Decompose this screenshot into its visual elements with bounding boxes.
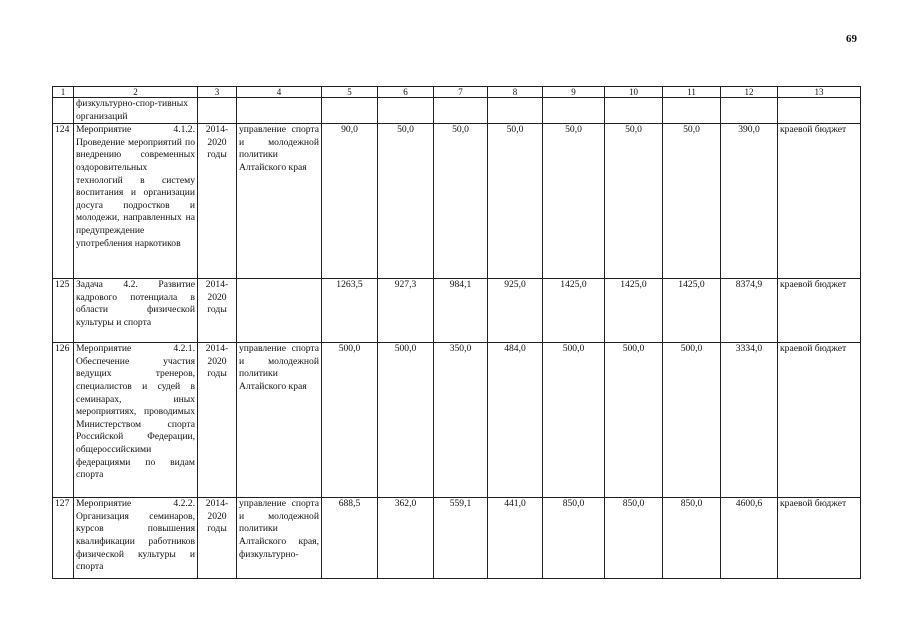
program-measures-table bbox=[52, 86, 861, 579]
value-2014: 500,0 bbox=[322, 343, 378, 498]
table-row bbox=[53, 124, 861, 279]
value-2014: 90,0 bbox=[322, 124, 378, 279]
executor bbox=[237, 279, 322, 343]
funding-source: краевой бюджет bbox=[778, 279, 861, 343]
measure-name: физкультурно-спор-тивных организаций bbox=[74, 98, 198, 124]
measure-name: Задача 4.2. Развитие кадрового потенциала в области физической культуры и спорта bbox=[74, 279, 198, 343]
column-header: 8 bbox=[488, 87, 543, 98]
period: 2014-2020 годы bbox=[198, 124, 237, 279]
value-2016: 984,1 bbox=[434, 279, 488, 343]
page-number: 69 bbox=[846, 33, 857, 45]
value-2018: 50,0 bbox=[543, 124, 605, 279]
column-header: 12 bbox=[721, 87, 778, 98]
funding-source: краевой бюджет bbox=[778, 343, 861, 498]
table-row bbox=[53, 343, 861, 498]
value-2015: 500,0 bbox=[378, 343, 434, 498]
column-header: 3 bbox=[198, 87, 237, 98]
value-2020: 1425,0 bbox=[663, 279, 721, 343]
value-2018: 1425,0 bbox=[543, 279, 605, 343]
value-2019: 500,0 bbox=[605, 343, 663, 498]
executor: управление спорта и молодежной политики Алтайского края bbox=[237, 124, 322, 279]
table-row bbox=[53, 279, 861, 343]
value-total: 390,0 bbox=[721, 124, 778, 279]
value-2017: 925,0 bbox=[488, 279, 543, 343]
value-2017: 441,0 bbox=[488, 498, 543, 579]
value-total: 4600,6 bbox=[721, 498, 778, 579]
value-2019: 50,0 bbox=[605, 124, 663, 279]
value-2018: 850,0 bbox=[543, 498, 605, 579]
measure-name: Мероприятие 4.1.2. Проведение мероприятий по внедрению современных оздоровительных технологий в систему воспитания и организации досуга подростков и молодежи, направленных на предупреждение употребления наркотиков bbox=[74, 124, 198, 279]
column-header: 6 bbox=[378, 87, 434, 98]
table-row bbox=[53, 498, 861, 579]
value-total: 8374,9 bbox=[721, 279, 778, 343]
column-header: 9 bbox=[543, 87, 605, 98]
column-header: 10 bbox=[605, 87, 663, 98]
column-header: 7 bbox=[434, 87, 488, 98]
value-total: 3334,0 bbox=[721, 343, 778, 498]
column-header: 2 bbox=[74, 87, 198, 98]
column-number-row bbox=[53, 87, 861, 98]
row-number: 127 bbox=[53, 498, 74, 579]
value-2019: 1425,0 bbox=[605, 279, 663, 343]
measure-name: Мероприятие 4.2.1. Обеспечение участия ведущих тренеров, специалистов и судей в семинарах, иных мероприятиях, проводимых Министерством спорта Российской Федерации, общероссийскими федерациями по видам спорта bbox=[74, 343, 198, 498]
column-header: 5 bbox=[322, 87, 378, 98]
row-number: 124 bbox=[53, 124, 74, 279]
value-2016: 50,0 bbox=[434, 124, 488, 279]
measure-name: Мероприятие 4.2.2. Организация семинаров, курсов повышения квалификации работников физической культуры и спорта bbox=[74, 498, 198, 579]
value-2015: 50,0 bbox=[378, 124, 434, 279]
continuation-row bbox=[53, 98, 861, 124]
period: 2014-2020 годы bbox=[198, 498, 237, 579]
value-2020: 850,0 bbox=[663, 498, 721, 579]
executor: управление спорта и молодежной политики Алтайского края, физкультурно- bbox=[237, 498, 322, 579]
column-header: 1 bbox=[53, 87, 74, 98]
value-2020: 500,0 bbox=[663, 343, 721, 498]
value-2017: 50,0 bbox=[488, 124, 543, 279]
value-2019: 850,0 bbox=[605, 498, 663, 579]
value-2014: 688,5 bbox=[322, 498, 378, 579]
executor: управление спорта и молодежной политики Алтайского края bbox=[237, 343, 322, 498]
value-2016: 350,0 bbox=[434, 343, 488, 498]
value-2016: 559,1 bbox=[434, 498, 488, 579]
value-2017: 484,0 bbox=[488, 343, 543, 498]
value-2015: 362,0 bbox=[378, 498, 434, 579]
column-header: 11 bbox=[663, 87, 721, 98]
funding-source: краевой бюджет bbox=[778, 498, 861, 579]
value-2014: 1263,5 bbox=[322, 279, 378, 343]
row-number: 125 bbox=[53, 279, 74, 343]
value-2020: 50,0 bbox=[663, 124, 721, 279]
value-2018: 500,0 bbox=[543, 343, 605, 498]
column-header: 4 bbox=[237, 87, 322, 98]
value-2015: 927,3 bbox=[378, 279, 434, 343]
period: 2014-2020 годы bbox=[198, 343, 237, 498]
funding-source: краевой бюджет bbox=[778, 124, 861, 279]
period: 2014-2020 годы bbox=[198, 279, 237, 343]
column-header: 13 bbox=[778, 87, 861, 98]
row-number: 126 bbox=[53, 343, 74, 498]
